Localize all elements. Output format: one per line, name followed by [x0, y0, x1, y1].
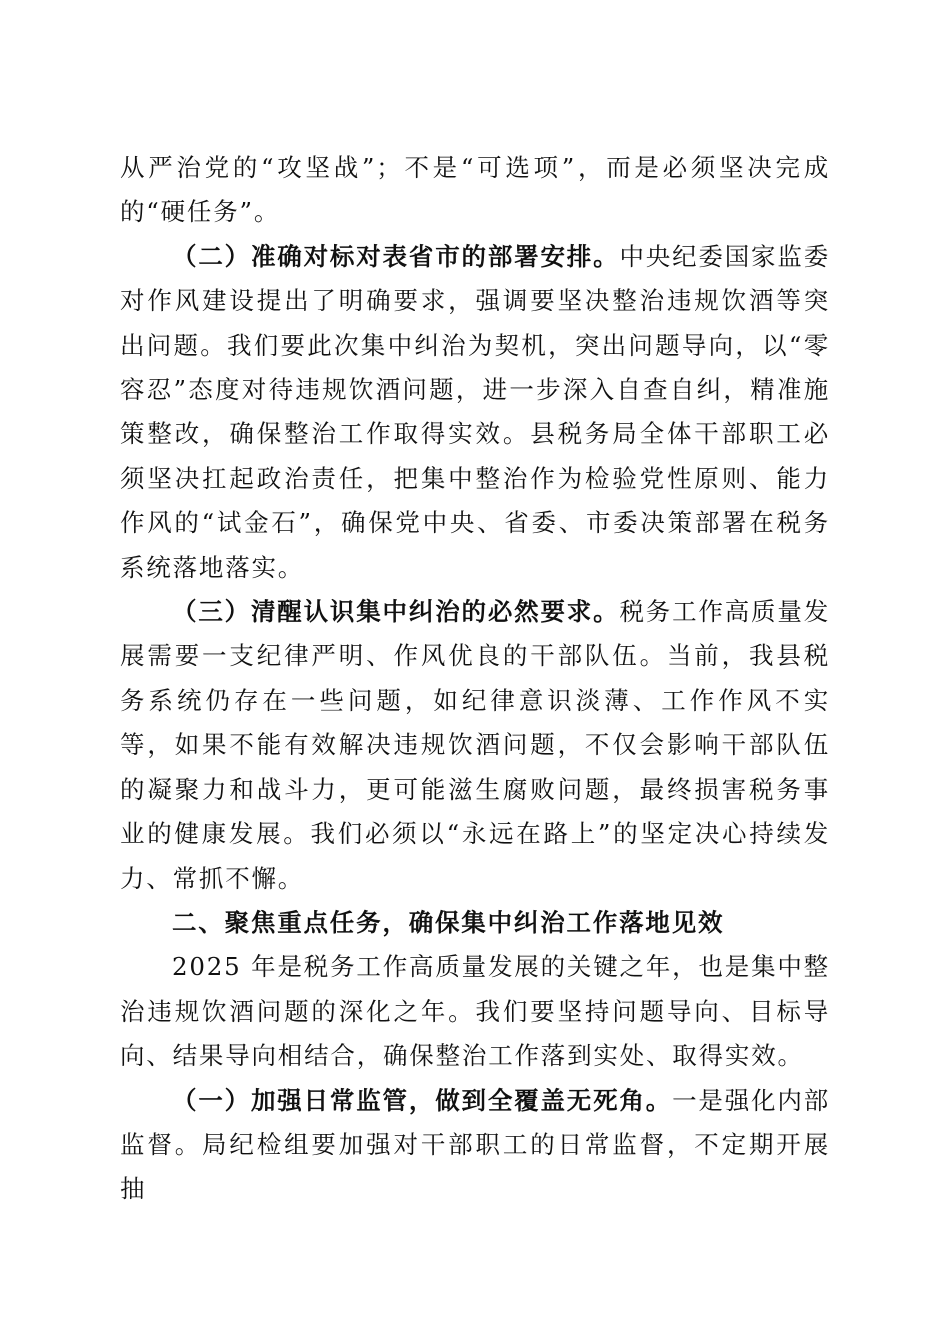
paragraph-point-three — [120, 590, 830, 901]
paragraph-text: 从严治党的“攻坚战”；不是“可选项”，而是必须坚决完成的“硬任务”。 — [120, 153, 830, 227]
paragraph-text: 一是强化内部监督。局纪检组要加强对干部职工的日常监督，不定期开展抽 — [120, 1085, 830, 1204]
section-intro: 2025 年是税务工作高质量发展的关键之年，也是集中整治违规饮酒问题的深化之年。我们要坚持问题导向、目标导向、结果导向相结合，确保整治工作落到实处、取得实效。 — [120, 952, 830, 1071]
document-body — [120, 146, 830, 1212]
paragraph-point-two — [120, 235, 830, 590]
paragraph-text: 税务工作高质量发展需要一支纪律严明、作风优良的干部队伍。当前，我县税务系统仍存在一些问题，如纪律意识淡薄、工作作风不实等，如果不能有效解决违规饮酒问题，不仅会影响干部队伍的凝聚力和战斗力，更可能滋生腐败问题，最终损害税务事业的健康发展。我们必须以“永远在路上”的坚定决心持续发力、常抓不懈。 — [120, 597, 830, 893]
paragraph-continuation — [120, 146, 830, 235]
paragraph-point-one — [120, 1079, 830, 1212]
paragraph-lead: （三）清醒认识集中纠治的必然要求。 — [172, 597, 620, 627]
paragraph-lead: （二）准确对标对表省市的部署安排。 — [172, 241, 620, 271]
paragraph-lead: （一）加强日常监管，做到全覆盖无死角。 — [172, 1085, 673, 1115]
section-heading: 二、聚焦重点任务，确保集中纠治工作落地见效 — [172, 907, 725, 937]
paragraph-text: 中央纪委国家监委对作风建设提出了明确要求，强调要坚决整治违规饮酒等突出问题。我们要此次集中纠治为契机，突出问题导向，以“零容忍”态度对待违规饮酒问题，进一步深入自查自纠，精准施策整改，确保整治工作取得实效。县税务局全体干部职工必须坚决扛起政治责任，把集中整治作为检验党性原则、能力作风的“试金石”，确保党中央、省委、市委决策部署在税务系统落地落实。 — [120, 241, 830, 582]
